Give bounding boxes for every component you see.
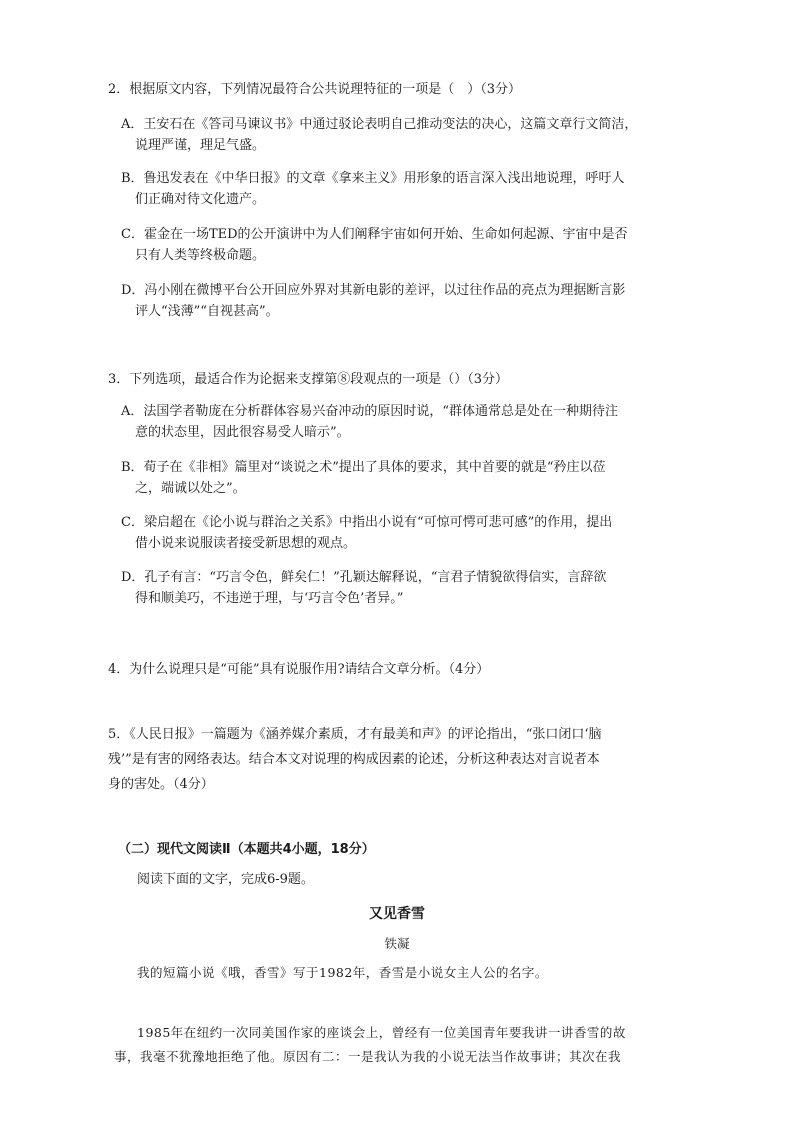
question-4-stem: 4．为什么说理只是“可能”具有说服作用?请结合文章分析。（4分） bbox=[108, 662, 490, 677]
question-3-option-d: D．孔子有言：“巧言令色，鲜矣仁！”孔颖达解释说，“言君子情貌欲得信实，言辞欲 得和顺美巧，不违逆于理，与‘巧言令色’者异。” bbox=[121, 570, 607, 606]
question-3-stem: 3．下列选项，最适合作为论据来支撑第⑧段观点的一项是（）（3分） bbox=[108, 372, 509, 387]
question-3-option-b: B．荀子在《非相》篇里对“谈说之术”提出了具体的要求，其中首要的就是“矜庄以莅 之，端诚以处之”。 bbox=[121, 460, 606, 496]
question-2-option-c: C．霍金在一场TED的公开演讲中为人们阐释宇宙如何开始、生命如何起源、宇宙中是否 只有人类等终极命题。 bbox=[121, 227, 628, 263]
story-title: 又见香雪 bbox=[369, 906, 425, 922]
question-3-option-c: C．梁启超在《论小说与群治之关系》中指出小说有“可惊可愕可悲可感”的作用，提出 借小说来说服读者接受新思想的观点。 bbox=[121, 515, 613, 551]
story-paragraph-1: 我的短篇小说《哦，香雪》写于1982年，香雪是小说女主人公的名字。 bbox=[137, 965, 548, 980]
question-5-stem: 5．《人民日报》一篇题为《涵养媒介素质，才有最美和声》的评论指出，“张口闭口‘脑 残’”是有害的网络表达。结合本文对说理的构成因素的论述，分析这种表达对言说者本 身的害处。（4分） bbox=[108, 727, 602, 792]
section-heading: （二）现代文阅读Ⅱ（本题共4小题，18分） bbox=[118, 842, 375, 857]
question-2-stem: 2．根据原文内容，下列情况最符合公共说理特征的一项是（ ）（3分） bbox=[108, 82, 522, 97]
story-author: 铁凝 bbox=[384, 936, 410, 951]
question-3-option-a: A．法国学者勒庞在分析群体容易兴奋冲动的原因时说，“群体通常总是处在一种期待注 意的状态里，因此很容易受人暗示”。 bbox=[121, 404, 619, 440]
question-2-option-b: B．鲁迅发表在《中华日报》的文章《拿来主义》用形象的语言深入浅出地说理，呼吁人 们正确对待文化遗产。 bbox=[121, 171, 625, 207]
story-paragraph-2: 1985年在纽约一次同美国作家的座谈会上，曾经有一位美国青年要我讲一讲香雪的故 事，我毫不犹豫地拒绝了他。原因有二：一是我认为我的小说无法当作故事讲；其次在我 bbox=[114, 1025, 626, 1064]
question-2-option-a: A．王安石在《答司马谏议书》中通过驳论表明自己推动变法的决心，这篇文章行文简洁， 说理严谨，理足气盛。 bbox=[121, 117, 638, 153]
question-2-option-d: D．冯小刚在微博平台公开回应外界对其新电影的差评，以过往作品的亮点为理据断言影 评人“浅薄”“自视甚高”。 bbox=[121, 283, 626, 319]
section-instruction: 阅读下面的文字，完成6-9题。 bbox=[137, 872, 314, 887]
